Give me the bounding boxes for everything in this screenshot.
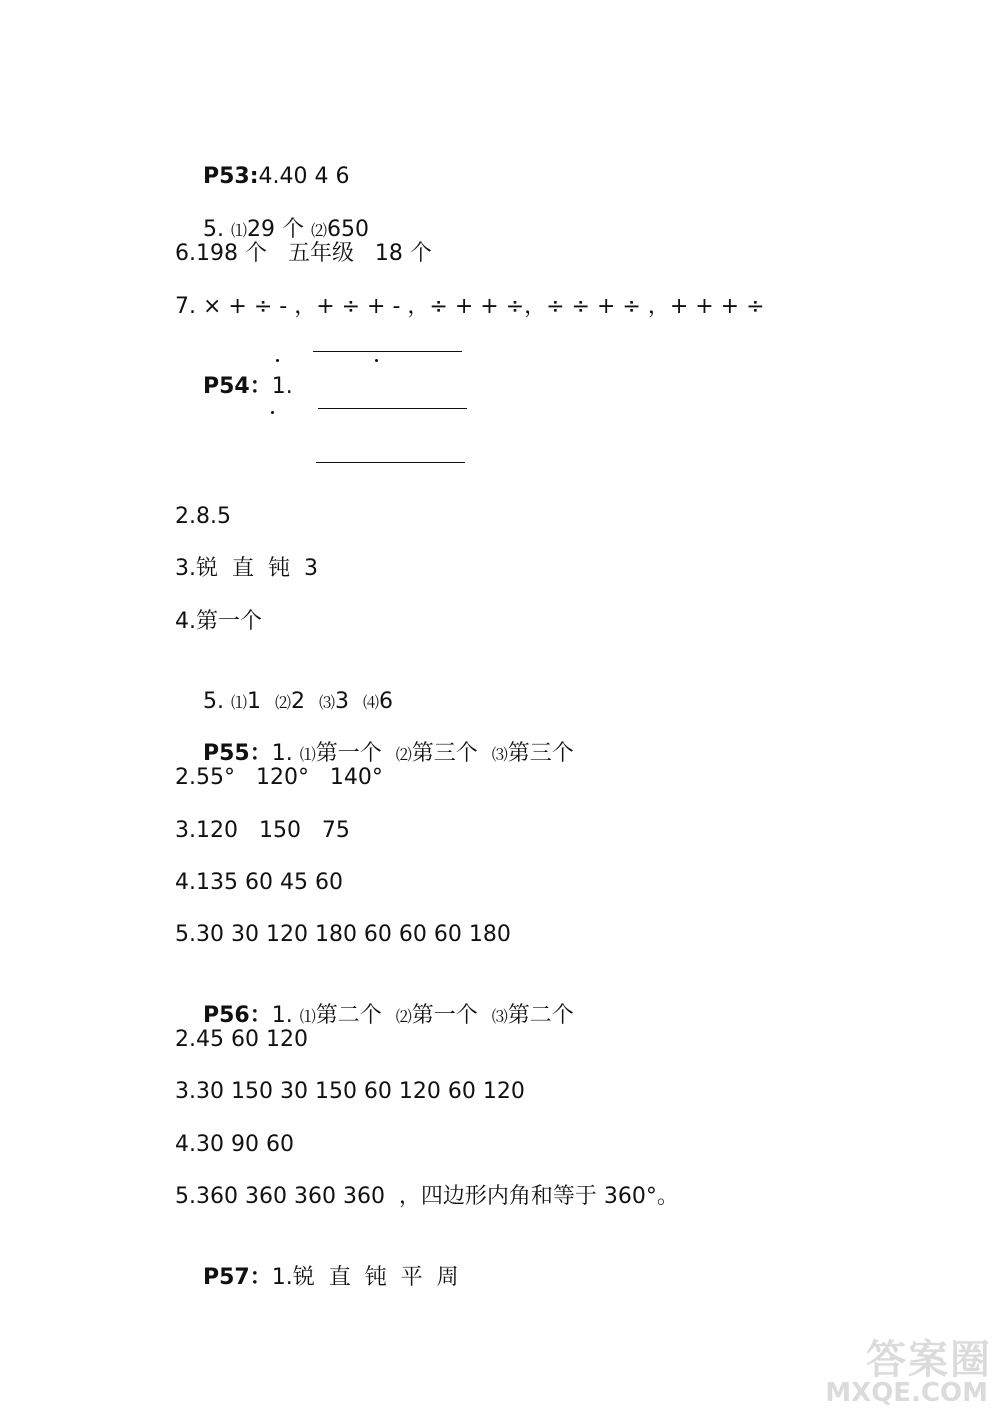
p54-line-4: 4.第一个 [175, 609, 262, 634]
sub-marker: ⑷ [362, 693, 379, 712]
p56-line-4: 4.30 90 60 [175, 1132, 294, 1157]
sub-marker: ⑵ [310, 221, 327, 240]
answer-text: 第一个 [411, 1003, 492, 1028]
watermark-url: MXQE.COM [825, 1378, 988, 1408]
answer-text: 3 [334, 689, 363, 714]
p56-line-5: 5.360 360 360 360 ，四边形内角和等于 360°。 [175, 1184, 679, 1209]
answer-text: 第三个 [411, 741, 492, 766]
watermark-logo [802, 1328, 992, 1408]
answer-text: 第二个 [315, 1003, 396, 1028]
answer-text: 2 [290, 689, 319, 714]
item-number: 5. [202, 689, 231, 714]
sub-marker: ⑴ [230, 693, 247, 712]
sub-marker: ⑶ [491, 745, 508, 764]
watermark-cn: 答案圈 [866, 1337, 992, 1383]
point-mark [271, 411, 274, 414]
segment-line [313, 351, 462, 352]
p53-line-6: 6.198 个 五年级 18 个 [175, 241, 432, 266]
sub-marker: ⑶ [318, 693, 335, 712]
p55-line-5: 5.30 30 120 180 60 60 60 180 [175, 922, 511, 947]
sub-marker: ⑴ [299, 745, 316, 764]
p53-line-7: 7. × + ÷ - ，+ ÷ + - ，÷ + + ÷，÷ ÷ + ÷ ，+ + + ÷ [175, 294, 765, 319]
answer-text: 第三个 [507, 741, 574, 766]
ray-line [318, 408, 467, 409]
p54-line-2: 2.8.5 [175, 504, 231, 529]
page-label-p57: P57： [202, 1265, 272, 1290]
answer-text: 29 个 [246, 217, 311, 242]
sub-marker: ⑶ [491, 1007, 508, 1026]
answer-text: 第二个 [507, 1003, 574, 1028]
answer-text: 6 [378, 689, 393, 714]
p57-line-1 [175, 1236, 459, 1320]
page-label-p53: P53: [202, 164, 259, 189]
item-number: 1. [271, 741, 300, 766]
sub-marker: ⑵ [395, 1007, 412, 1026]
answer-text: 1 [246, 689, 275, 714]
p54-line-1 [175, 345, 293, 429]
p54-line-3: 3.锐 直 钝 3 [175, 556, 318, 581]
answer-text: 4.40 4 6 [258, 164, 350, 189]
p56-line-2: 2.45 60 120 [175, 1027, 308, 1052]
sub-marker: ⑴ [230, 221, 247, 240]
answer-text: 650 [326, 217, 369, 242]
p55-line-4: 4.135 60 45 60 [175, 870, 343, 895]
point-mark [276, 359, 279, 362]
sub-marker: ⑴ [299, 1007, 316, 1026]
item-number: 1. [271, 374, 293, 399]
straight-line [316, 462, 465, 463]
p55-line-3: 3.120 150 75 [175, 818, 350, 843]
sub-marker: ⑵ [274, 693, 291, 712]
answer-text: 第一个 [315, 741, 396, 766]
sub-marker: ⑵ [395, 745, 412, 764]
p55-line-2: 2.55° 120° 140° [175, 765, 383, 790]
page-label-p56: P56： [202, 1003, 272, 1028]
page-label-p54: P54： [202, 374, 272, 399]
page-label-p55: P55： [202, 741, 272, 766]
item-number: 5. [202, 217, 231, 242]
point-mark [375, 359, 378, 362]
answer-text: 1.锐 直 钝 平 周 [271, 1265, 459, 1290]
item-number: 1. [271, 1003, 300, 1028]
p56-line-3: 3.30 150 30 150 60 120 60 120 [175, 1079, 525, 1104]
